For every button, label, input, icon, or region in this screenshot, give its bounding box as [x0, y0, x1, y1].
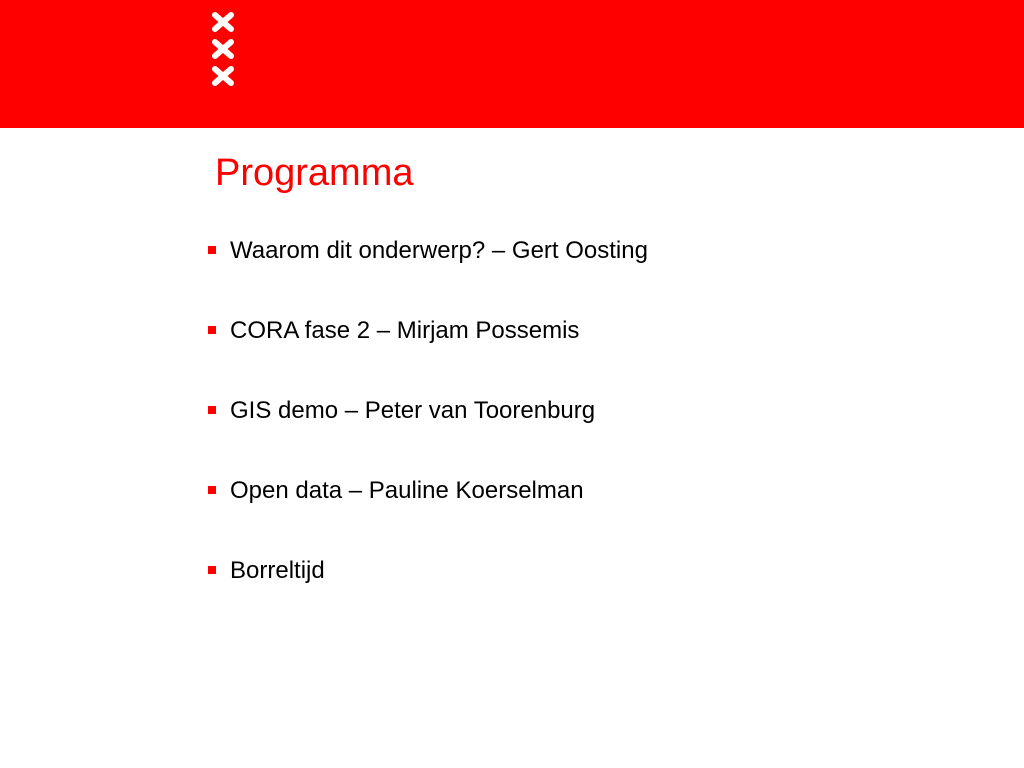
list-item [208, 394, 648, 474]
cross-icon [210, 39, 236, 59]
slide-title: Programma [215, 152, 414, 194]
list-item-text: Borreltijd [230, 557, 325, 584]
list-item [208, 554, 648, 634]
list-item-text: CORA fase 2 – Mirjam Possemis [230, 317, 580, 344]
cross-icon [210, 12, 236, 32]
three-saint-andrews-crosses-icon [210, 12, 236, 88]
bullet-icon [208, 486, 216, 494]
bullet-icon [208, 246, 216, 254]
bullet-icon [208, 566, 216, 574]
bullet-icon [208, 406, 216, 414]
list-item [208, 234, 648, 314]
list-item [208, 314, 648, 394]
bullet-icon [208, 326, 216, 334]
cross-icon [210, 66, 236, 86]
list-item-text: GIS demo – Peter van Toorenburg [230, 397, 596, 424]
agenda-list [208, 234, 648, 634]
header-band [0, 0, 1024, 128]
list-item-text: Waarom dit onderwerp? – Gert Oosting [230, 237, 648, 264]
list-item [208, 474, 648, 554]
list-item-text: Open data – Pauline Koerselman [230, 477, 584, 504]
